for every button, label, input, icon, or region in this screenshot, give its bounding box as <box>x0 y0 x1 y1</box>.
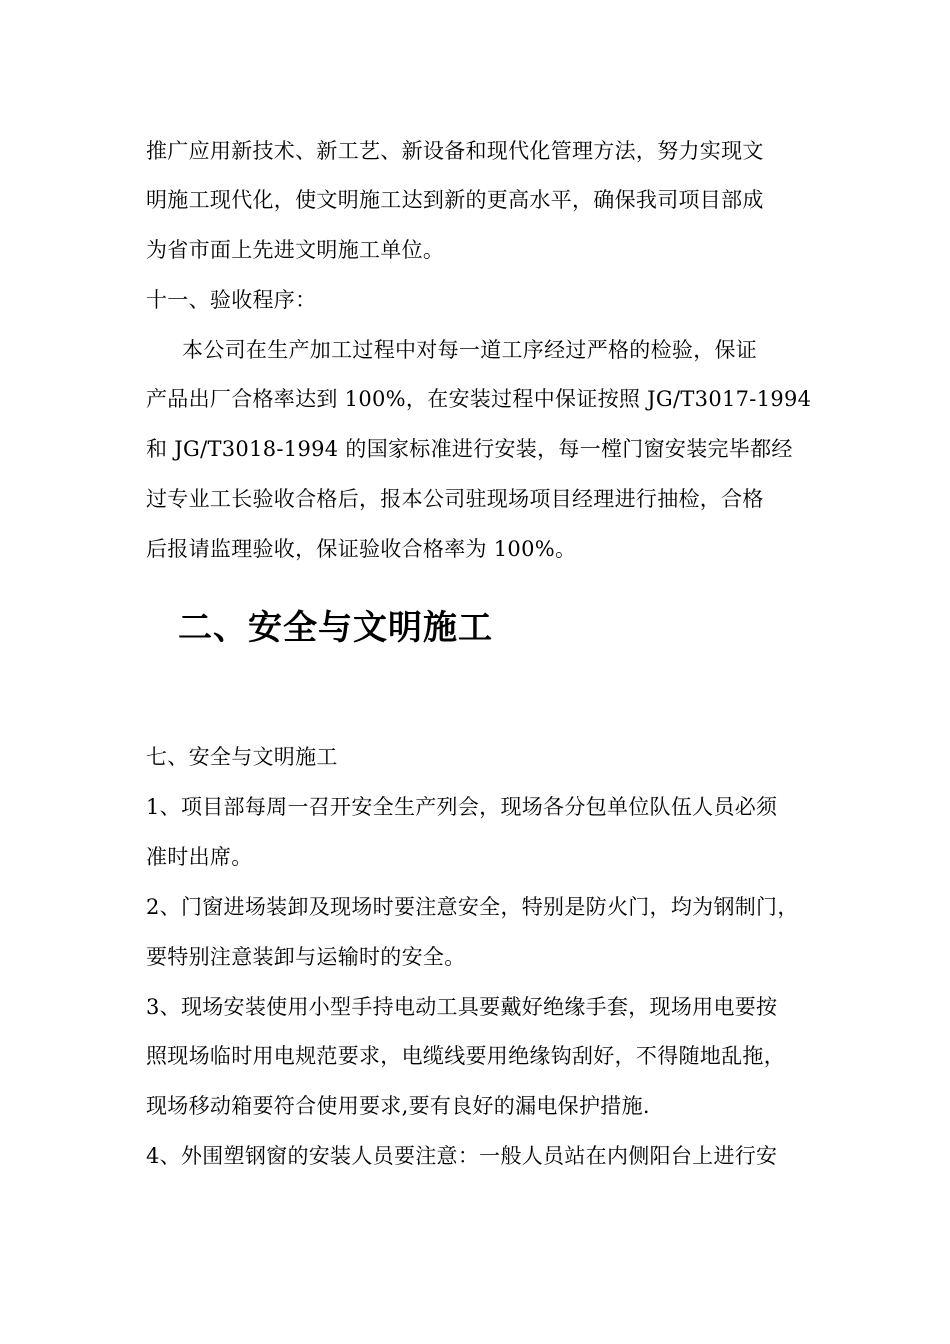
paragraph-line: 2、门窗进场装卸及现场时要注意安全，特别是防火门，均为钢制门， <box>146 895 799 919</box>
paragraph-line: 准时出席。 <box>146 845 253 869</box>
paragraph-line: 和 JG/T3018-1994 的国家标准进行安装，每一樘门窗安装完毕都经 <box>146 437 793 461</box>
paragraph-line: 本公司在生产加工过程中对每一道工序经过严格的检验，保证 <box>182 338 758 362</box>
chapter-heading: 二、安全与文明施工 <box>178 608 493 648</box>
paragraph-line: 产品出厂合格率达到 100%，在安装过程中保证按照 JG/T3017-1994 <box>146 387 812 411</box>
paragraph-line: 要特别注意装卸与运输时的安全。 <box>146 945 466 969</box>
paragraph-line: 现场移动箱要符合使用要求,要有良好的漏电保护措施. <box>146 1094 650 1118</box>
paragraph-line: 后报请监理验收，保证验收合格率为 100%。 <box>146 537 577 561</box>
paragraph-line: 1、项目部每周一召开安全生产列会，现场各分包单位队伍人员必须 <box>146 795 778 819</box>
paragraph-line: 4、外围塑钢窗的安装人员要注意：一般人员站在内侧阳台上进行安 <box>146 1144 778 1168</box>
paragraph-line: 照现场临时用电规范要求，电缆线要用绝缘钩刮好，不得随地乱拖， <box>146 1044 785 1068</box>
section-title: 七、安全与文明施工 <box>146 745 338 769</box>
paragraph-line: 3、现场安装使用小型手持电动工具要戴好绝缘手套，现场用电要按 <box>146 995 778 1019</box>
paragraph-line: 明施工现代化，使文明施工达到新的更高水平，确保我司项目部成 <box>146 188 764 212</box>
section-title: 十一、验收程序： <box>146 288 317 312</box>
paragraph-line: 过专业工长验收合格后，报本公司驻现场项目经理进行抽检，合格 <box>146 487 764 511</box>
paragraph-line: 推广应用新技术、新工艺、新设备和现代化管理方法，努力实现文 <box>146 139 764 163</box>
paragraph-line: 为省市面上先进文明施工单位。 <box>146 238 445 262</box>
